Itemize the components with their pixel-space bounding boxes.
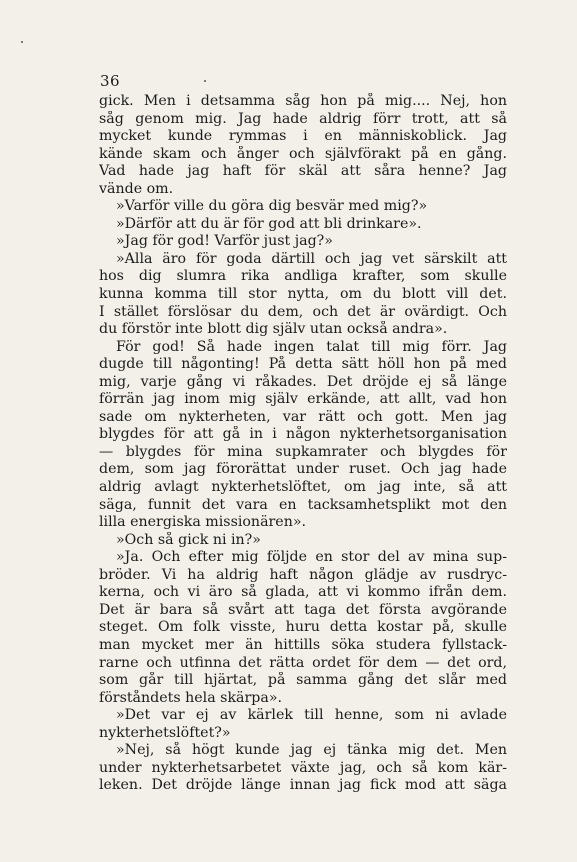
text-line: aldrig avlagt nykterhetslöftet, om jag inte, så att — [99, 479, 507, 496]
text-line: lilla energiska missionären». — [99, 514, 307, 531]
text-line: leken. Det dröjde länge innan jag fick mod att säga — [99, 777, 507, 794]
text-line: »Alla äro för goda därtill och jag vet särskilt att — [116, 250, 507, 267]
text-line: vände om. — [99, 180, 174, 197]
text-line: du förstör inte blott dig själv utan också andra». — [99, 321, 448, 338]
text-line: steget. Om folk visste, huru detta kostar på, skulle — [99, 619, 507, 636]
text-line: nykterhetslöftet?» — [99, 724, 231, 741]
text-line: »Nej, så högt kunde jag ej tänka mig det. Men — [116, 742, 507, 759]
text-line: sade om nykterheten, var rätt och gott. Men jag — [99, 408, 507, 425]
text-line: I stället förslösar du dem, och det är ovärdigt. Och — [99, 303, 507, 320]
text-line: blygdes för att gå in i någon nykterhetsorganisation — [99, 426, 507, 443]
print-speck — [21, 41, 23, 43]
text-line: bröder. Vi ha aldrig haft någon glädje av rusdryc- — [99, 566, 507, 583]
text-line: För god! Så hade ingen talat till mig förr. Jag — [116, 338, 507, 355]
text-line: dem, som jag förorättat under ruset. Och jag hade — [99, 461, 507, 478]
text-line: man mycket mer än hittills söka studera fyllstack- — [99, 636, 507, 653]
text-line: mycket kunde rymmas i en människoblick. Jag — [99, 128, 507, 145]
body-text — [99, 93, 507, 795]
text-line: säga, funnit det vara en tacksamhetsplikt mot den — [99, 496, 507, 513]
text-line: — blygdes för mina supkamrater och blygdes för — [99, 443, 507, 460]
text-line: »Det var ej av kärlek till henne, som ni avlade — [116, 707, 507, 724]
text-line: »Ja. Och efter mig följde en stor del av mina sup- — [116, 549, 507, 566]
text-line: som går till hjärtat, på samma gång det slår med — [99, 672, 507, 689]
print-speck — [204, 80, 206, 82]
text-line: förståndets hela skärpa». — [99, 689, 283, 706]
text-line: under nykterhetsarbetet växte jag, och så kom kär- — [99, 759, 507, 776]
text-line: kerna, och vi äro så glada, att vi kommo ifrån dem. — [99, 584, 507, 601]
text-line: mig, varje gång vi råkades. Det dröjde ej så länge — [99, 373, 507, 390]
text-line: kände skam och ånger och självförakt på en gång. — [99, 145, 507, 162]
text-line: såg genom mig. Jag hade aldrig förr trott, att så — [99, 110, 507, 127]
text-line: »Jag för god! Varför just jag?» — [116, 233, 333, 250]
page-number: 36 — [100, 72, 121, 90]
text-line: »Därför att du är för god att bli drinkare». — [116, 215, 422, 232]
text-line: kunna komma till stor nytta, om du blott vill det. — [99, 286, 507, 303]
text-line: förrän jag inom mig själv erkände, att allt, vad hon — [99, 391, 507, 408]
text-line: Det är bara så svårt att taga det första avgörande — [99, 601, 507, 618]
text-line: dugde till någonting! På detta sätt höll hon på med — [99, 356, 507, 373]
text-line: Vad hade jag haft för skäl att såra henne? Jag — [99, 163, 507, 180]
text-line: gick. Men i detsamma såg hon på mig.... Nej, hon — [99, 93, 507, 109]
text-line: hos dig slumra rika andliga krafter, som skulle — [99, 268, 507, 285]
text-line: »Och så gick ni in?» — [116, 531, 261, 548]
text-line: »Varför ville du göra dig besvär med mig?» — [116, 198, 428, 215]
text-line: rarne och utfinna det rätta ordet för dem — det ord, — [99, 654, 507, 671]
